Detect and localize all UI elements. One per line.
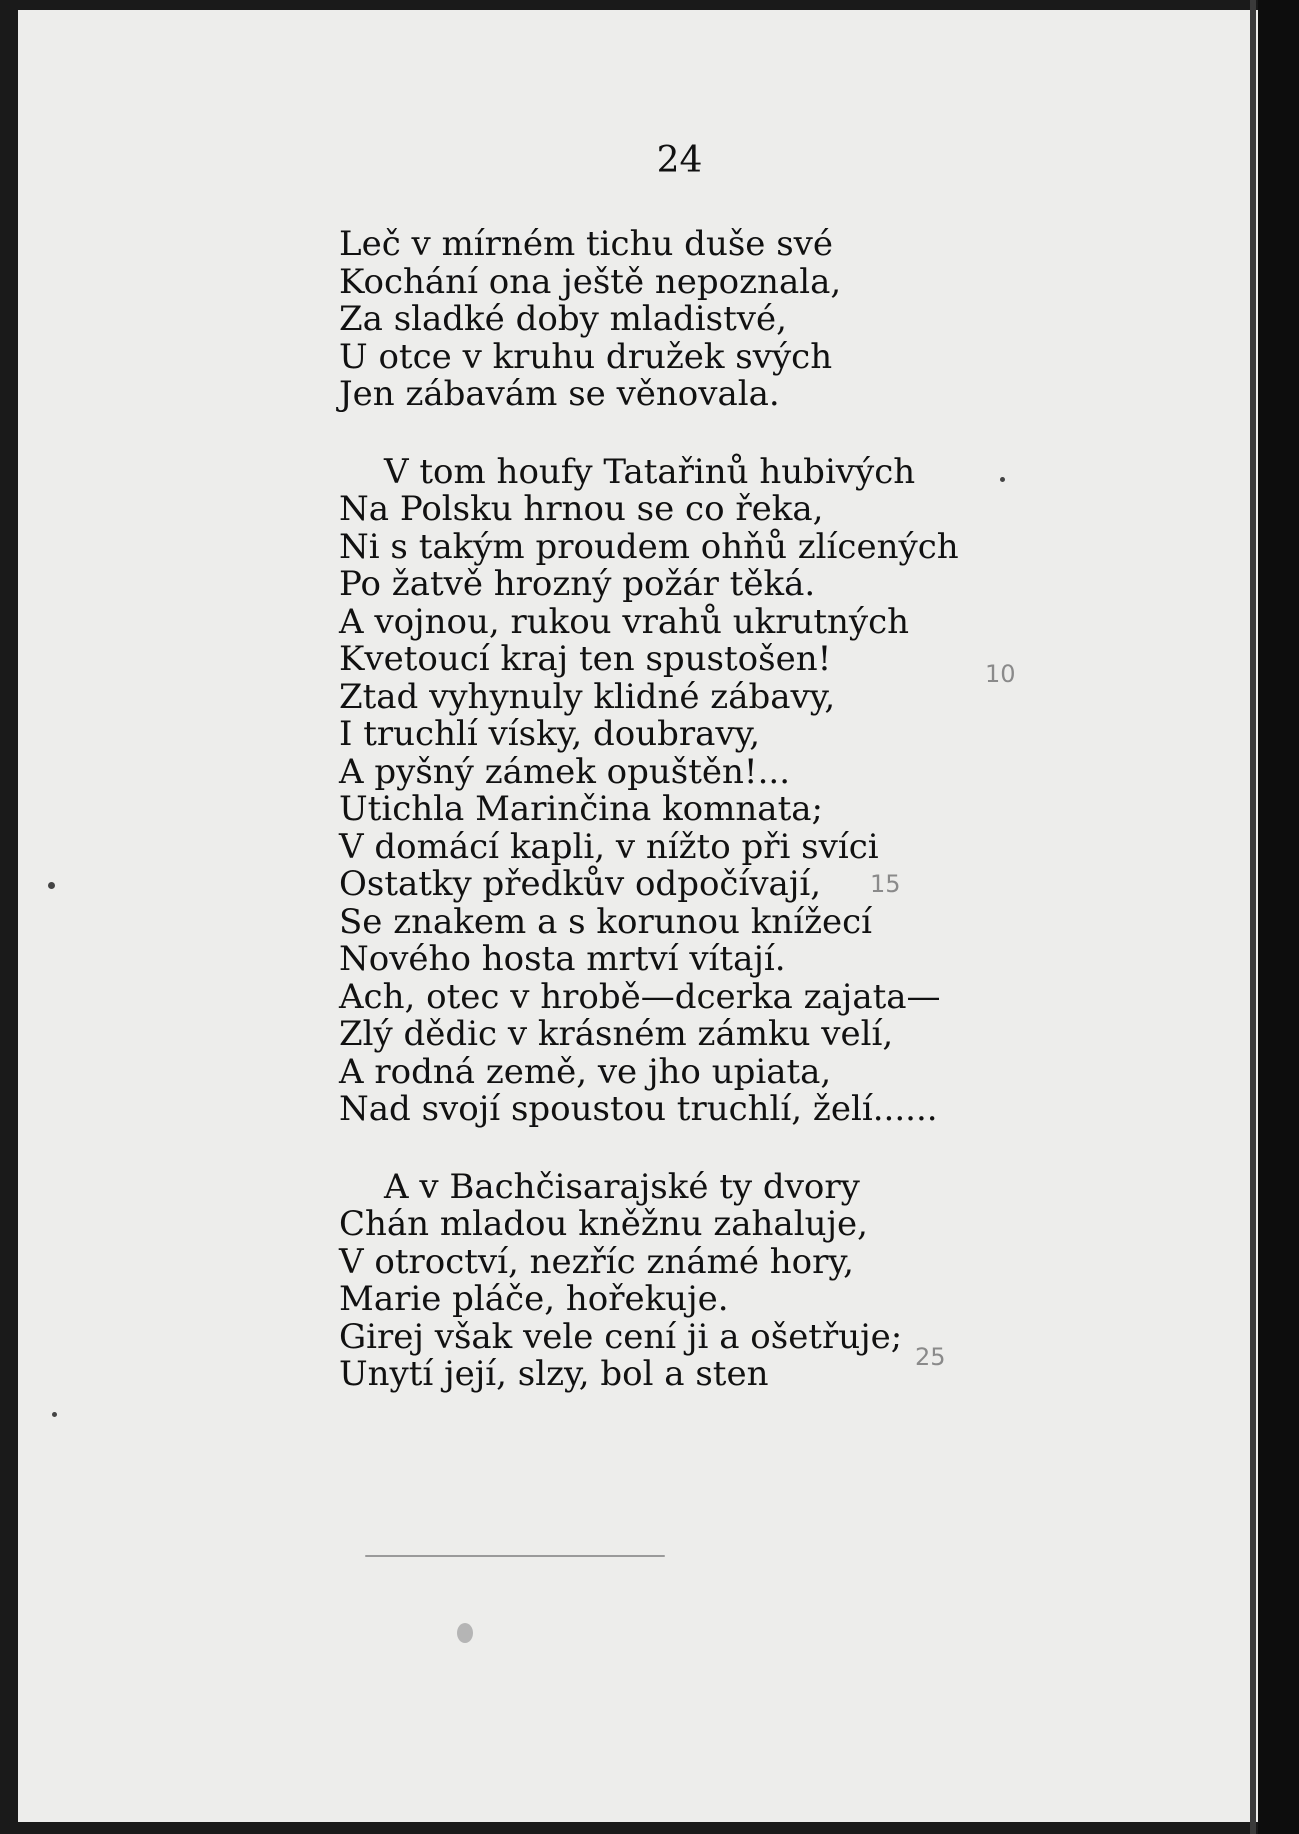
verse-line: Marie pláče, hořekuje. [339,1279,729,1319]
verse-line: Utichla Marinčina komnata; [339,789,823,829]
verse-line: Kvetoucí kraj ten spustošen! [339,639,832,679]
stanza-2 [339,451,1039,1129]
verse-line: A v Bachčisarajské ty dvory [384,1166,860,1207]
verse-line: A vojnou, rukou vrahů ukrutných [339,601,910,642]
verse-line: Nového hosta mrtví vítají. [339,939,786,979]
verse-line: Unytí její, slzy, bol a sten [339,1354,769,1394]
ink-speck [52,1412,57,1417]
verse-line: U otce v kruhu družek svých [339,336,833,377]
verse-line: Girej však vele cení ji a ošetřuje; [339,1316,903,1357]
verse-line: Nad svojí spoustou truchlí, želí...... [339,1089,938,1129]
verse-line: A rodná země, ve jho upiata, [339,1051,832,1092]
page-gutter [1250,0,1256,1834]
poem-text [339,226,1039,1394]
scan-border-bottom [0,1822,1299,1834]
verse-line: V domácí kapli, v nížto při svíci [339,826,879,867]
verse-line: Na Polsku hrnou se co řeka, [339,489,824,529]
verse-line: Leč v mírném tichu duše své [339,224,833,264]
verse-line: Chán mladou kněžnu zahaluje, [339,1204,868,1244]
verse-line: Zlý dědic v krásném zámku velí, [339,1014,894,1054]
verse-line: Ostatky předkův odpočívají, [339,864,822,904]
stanza-1 [339,226,1039,414]
ink-speck [1000,477,1005,482]
page-number: 24 [656,140,703,181]
scan-border-left [0,0,18,1834]
verse-line: Za sladké doby mladistvé, [339,299,787,339]
verse-line: V tom houfy Tatařinů hubivých [384,451,916,492]
verse-line: A pyšný zámek opuštěn!... [339,751,790,792]
smudge [457,1623,473,1643]
margin-note-10: 10 [985,660,1016,688]
verse-line: V otroctví, nezříc známé hory, [339,1241,854,1282]
scan-border-right [1258,0,1299,1834]
verse-line: Ach, otec v hrobě—dcerka zajata— [339,976,941,1017]
verse-line: Ni s takým proudem ohňů zlícených [339,526,959,567]
verse-line: Ztad vyhynuly klidné zábavy, [339,676,836,717]
verse-line: Kochání ona ještě nepoznala, [339,261,842,302]
ink-speck [48,882,55,889]
scan-border-top [0,0,1299,10]
margin-note-25: 25 [915,1343,946,1371]
verse-line: I truchlí vísky, doubravy, [339,714,761,754]
verse-line: Se znakem a s korunou knížecí [339,901,873,942]
pencil-underline [365,1555,665,1557]
margin-note-15: 15 [870,870,901,898]
verse-line: Jen zábavám se věnovala. [339,374,780,414]
verse-line: Po žatvě hrozný požár těká. [339,564,816,604]
